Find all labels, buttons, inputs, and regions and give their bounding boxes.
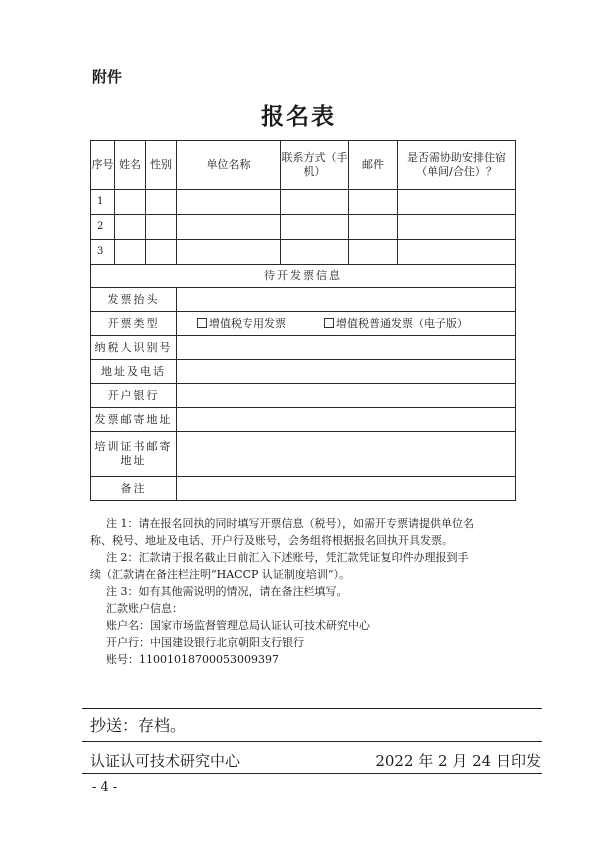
invoice-type-label: 开票类型 [91,312,177,336]
header-name: 姓名 [115,141,146,190]
cc-line: 抄送：存档。 [90,716,187,735]
invoice-row-remarks [91,477,516,501]
remarks-field[interactable] [177,477,516,501]
gender-cell[interactable] [146,215,177,240]
account-bank: 开户行：中国建设银行北京朝阳支行银行 [106,636,304,649]
table-row [91,190,516,215]
taxpayer-id-label: 纳税人识别号 [91,336,177,360]
name-cell[interactable] [115,190,146,215]
page-title: 报名表 [261,103,336,130]
ordinary-invoice-option[interactable] [324,317,468,331]
account-name: 账户名：国家市场监督管理总局认证认可技术研究中心 [106,619,370,632]
cert-mail-address-label: 培训证书邮寄地址 [91,432,177,477]
invoice-header-field[interactable] [177,288,516,312]
lodging-cell[interactable] [398,190,516,215]
divider-bottom [82,773,542,774]
note-1-line-2: 称、税号、地址及电话、开户行及账号，会务组将根据报名回执开具发票。 [90,534,453,547]
divider-top [82,708,542,709]
note-2-line-1: 注 2：汇款请于报名截止日前汇入下述账号，凭汇款凭证复印件办理报到手 [106,551,469,564]
invoice-section-title-row [91,265,516,288]
mail-address-field[interactable] [177,408,516,432]
header-unit: 单位名称 [177,141,281,190]
header-email: 邮件 [349,141,398,190]
note-3: 注 3：如有其他需说明的情况，请在备注栏填写。 [106,585,348,598]
address-phone-field[interactable] [177,360,516,384]
checkbox-icon[interactable] [197,318,207,328]
email-cell[interactable] [349,240,398,265]
invoice-row-mail [91,408,516,432]
name-cell[interactable] [115,215,146,240]
lodging-cell[interactable] [398,215,516,240]
invoice-section-title: 待开发票信息 [91,265,516,288]
unit-cell[interactable] [177,240,281,265]
remarks-label: 备注 [91,477,177,501]
header-gender: 性别 [146,141,177,190]
name-cell[interactable] [115,240,146,265]
registration-table [90,140,516,501]
invoice-type-options [177,312,516,336]
contact-cell[interactable] [281,240,349,265]
attachment-label: 附件 [92,68,123,86]
special-invoice-label: 增值税专用发票 [209,316,286,330]
table-header-row [91,141,516,190]
account-info-heading: 汇款账户信息： [106,602,183,615]
contact-cell[interactable] [281,215,349,240]
note-2-line-2: 续（汇款请在备注栏注明“HACCP 认证制度培训”）。 [90,568,351,581]
row-number: 1 [91,190,115,215]
unit-cell[interactable] [177,190,281,215]
invoice-row-bank [91,384,516,408]
issuing-organization: 认证认可技术研究中心 [90,752,241,770]
gender-cell[interactable] [146,190,177,215]
email-cell[interactable] [349,215,398,240]
email-cell[interactable] [349,190,398,215]
bank-field[interactable] [177,384,516,408]
contact-cell[interactable] [281,190,349,215]
header-serial-no: 序号 [91,141,115,190]
invoice-row-type [91,312,516,336]
divider-middle [82,741,542,742]
ordinary-invoice-label: 增值税普通发票（电子版） [336,316,468,330]
mail-address-label: 发票邮寄地址 [91,408,177,432]
header-lodging: 是否需协助安排住宿（单间/合住）？ [398,141,516,190]
issue-date: 2022 年 2 月 24 日印发 [375,752,541,770]
row-number: 2 [91,215,115,240]
taxpayer-id-field[interactable] [177,336,516,360]
checkbox-icon[interactable] [324,318,334,328]
special-invoice-option[interactable] [197,317,286,331]
invoice-row-cert [91,432,516,477]
gender-cell[interactable] [146,240,177,265]
note-1-line-1: 注 1：请在报名回执的同时填写开票信息（税号），如需开专票请提供单位名 [106,517,474,530]
invoice-row-taxpayer [91,336,516,360]
invoice-row-address [91,360,516,384]
table-row [91,240,516,265]
invoice-header-label: 发票抬头 [91,288,177,312]
notes-section [90,515,530,668]
page-number: - 4 - [92,780,118,795]
header-contact: 联系方式（手机） [281,141,349,190]
cert-mail-address-field[interactable] [177,432,516,477]
lodging-cell[interactable] [398,240,516,265]
unit-cell[interactable] [177,215,281,240]
table-row [91,215,516,240]
bank-label: 开户银行 [91,384,177,408]
address-phone-label: 地址及电话 [91,360,177,384]
row-number: 3 [91,240,115,265]
invoice-row-header [91,288,516,312]
account-number: 账号：11001018700053009397 [106,653,279,666]
